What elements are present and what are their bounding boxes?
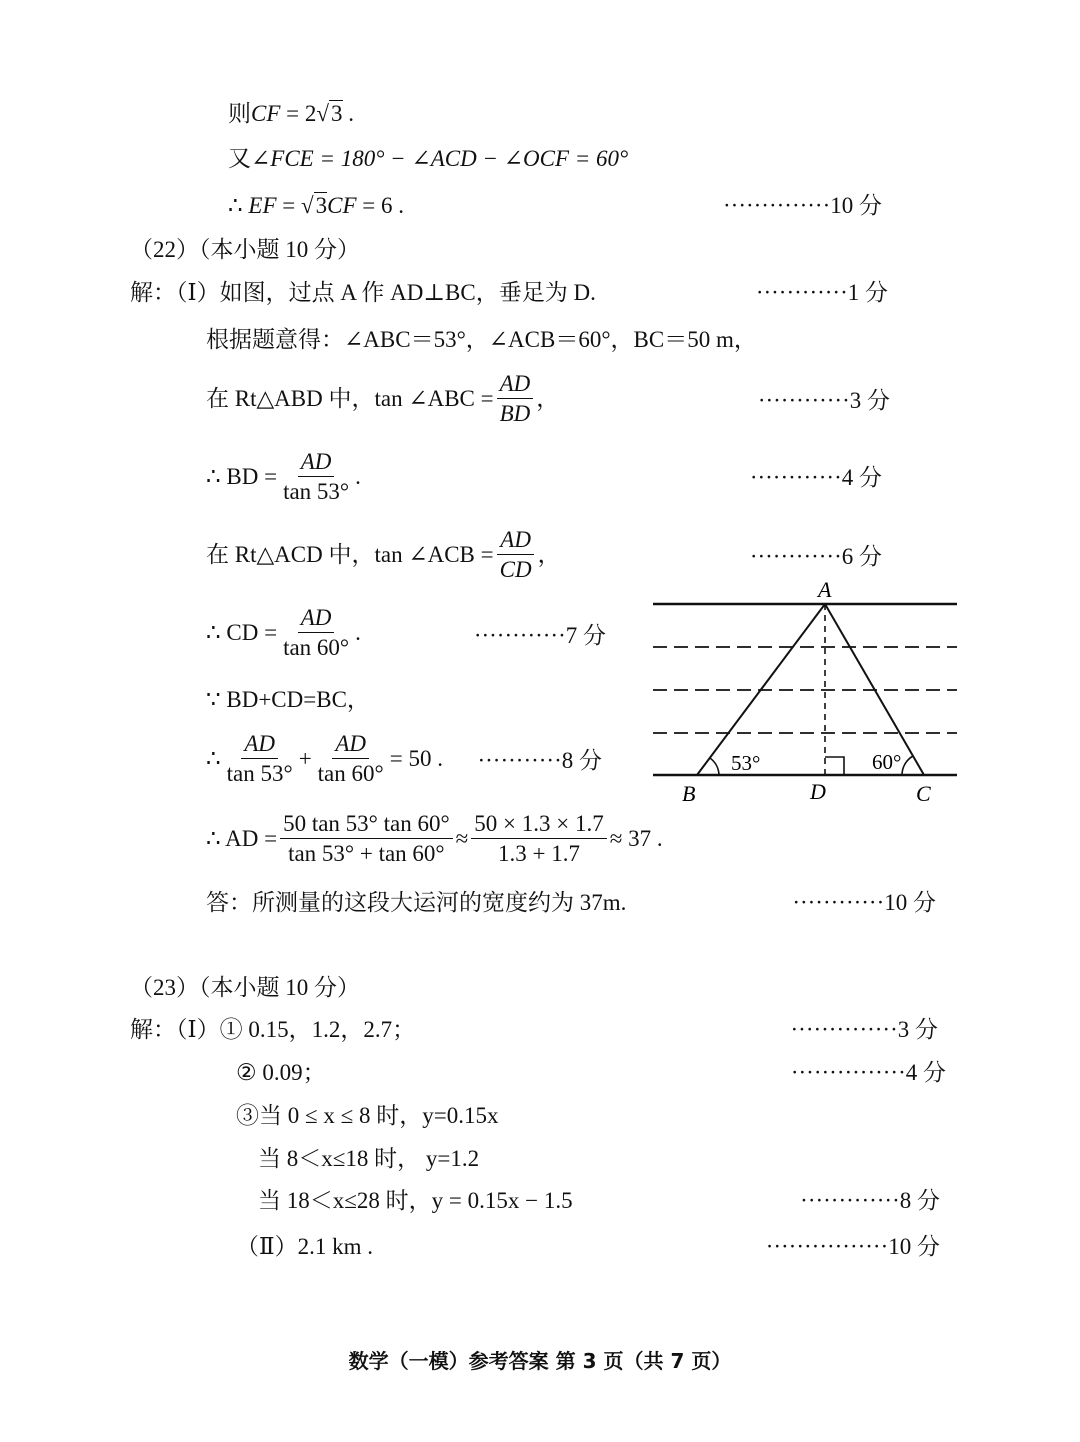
q23-score-4: ···············4 分	[790, 1060, 946, 1085]
q23-header: （23）（本小题 10 分）	[130, 975, 360, 1000]
line-ef: ∴ EF = √3CF = 6 .	[228, 193, 404, 218]
q23-line-2: ② 0.09；	[236, 1060, 326, 1085]
angle-b-label: 53°	[731, 751, 761, 775]
fraction: $\frac{AD}{\tan 60^\circ}$	[317, 731, 384, 786]
score-top: ··············10 分	[723, 193, 882, 218]
triangle-figure	[640, 575, 970, 810]
q22-answer: 答：所测量的这段大运河的宽度约为 37m.	[206, 890, 627, 915]
q22-score-10: ············10 分	[792, 890, 936, 915]
q22-line-7: ∵ BD+CD=BC，	[206, 687, 370, 712]
q22-score-8: ···········8 分	[477, 748, 602, 773]
fraction: $\frac{AD}{CD}$	[497, 528, 535, 581]
right-angle-mark	[825, 757, 844, 775]
q22-line-1: 解：（Ⅰ）如图，过点 A 作 AD⊥BC，垂足为 D.	[130, 280, 596, 305]
q23-score-10: ················10 分	[765, 1234, 940, 1259]
fraction: $\frac{50 \times 1.3 \times 1.7}{1.3 + 1.7}$	[471, 812, 606, 865]
label-c: C	[916, 781, 931, 806]
fraction: $\frac{AD}{\tan 53^\circ}$	[283, 449, 350, 504]
q23-line-1: 解：（Ⅰ）① 0.15，1.2，2.7；	[130, 1017, 416, 1042]
q22-score-3: ············3 分	[757, 388, 890, 413]
fraction: $\frac{AD}{BD}$	[497, 372, 534, 425]
q22-line-2: 根据题意得：∠ABC＝53°，∠ACB＝60°，BC＝50 m，	[206, 327, 757, 352]
q22-line-9: ∴ AD = $\frac{50 \tan 53^\circ \tan 60^\circ}{\tan 53^\circ + \tan 60^\circ}$ ≈ $\frac{50 \times 1.3 \times 1.7}{1.3 + 1.7}$ ≈ 37 .	[206, 811, 663, 866]
label-d: D	[810, 779, 826, 804]
q23-score-8: ·············8 分	[800, 1188, 940, 1213]
angle-c-label: 60°	[872, 750, 902, 774]
label-b: B	[682, 781, 696, 806]
q23-line-4: 当 8＜x≤18 时， y=1.2	[258, 1146, 480, 1171]
q22-line-3: 在 Rt△ABD 中， tan ∠ABC = $\frac{AD}{BD}$ ，	[206, 371, 560, 426]
label-a: A	[818, 577, 832, 602]
q22-score-1: ············1 分	[755, 280, 888, 305]
fraction: $\frac{AD}{\tan 53^\circ}$	[226, 731, 293, 786]
q22-score-6: ············7 分	[473, 623, 606, 648]
q22-line-4: ∴ BD = $\frac{AD}{\tan 53^\circ}$ .	[206, 449, 361, 504]
q22-header: （22）（本小题 10 分）	[130, 237, 360, 262]
line-cf: 则CF = 2√3 .	[228, 101, 354, 126]
q23-line-3: ③当 0 ≤ x ≤ 8 时，y=0.15x	[236, 1103, 499, 1128]
fraction: $\frac{50 \tan 53^\circ \tan 60^\circ}{\tan 53^\circ + \tan 60^\circ}$	[280, 812, 453, 865]
fraction: $\frac{AD}{\tan 60^\circ}$	[283, 605, 350, 660]
q22-line-6: ∴ CD = $\frac{AD}{\tan 60^\circ}$ .	[206, 605, 361, 660]
page-footer: 数学（一模）参考答案 第 3 页（共 7 页）	[348, 1349, 732, 1373]
q23-line-6: （Ⅱ）2.1 km .	[236, 1234, 374, 1259]
line-angle-fce: 又∠FCE = 180° − ∠ACD − ∠OCF = 60°	[228, 146, 629, 171]
q22-line-5: 在 Rt△ACD 中， tan ∠ACB = $\frac{AD}{CD}$ ，	[206, 527, 561, 582]
q22-score-4: ············4 分	[749, 465, 882, 490]
angle-arc-c	[902, 756, 913, 775]
q22-line-8: ∴ $\frac{AD}{\tan 53^\circ}$ + $\frac{AD}{\tan 60^\circ}$ = 50 .	[206, 731, 443, 786]
q23-line-5: 当 18＜x≤28 时，y = 0.15x − 1.5	[258, 1188, 573, 1213]
angle-arc-b	[710, 758, 719, 775]
q22-score-5: ············6 分	[749, 544, 882, 569]
q23-score-3: ··············3 分	[790, 1017, 938, 1042]
